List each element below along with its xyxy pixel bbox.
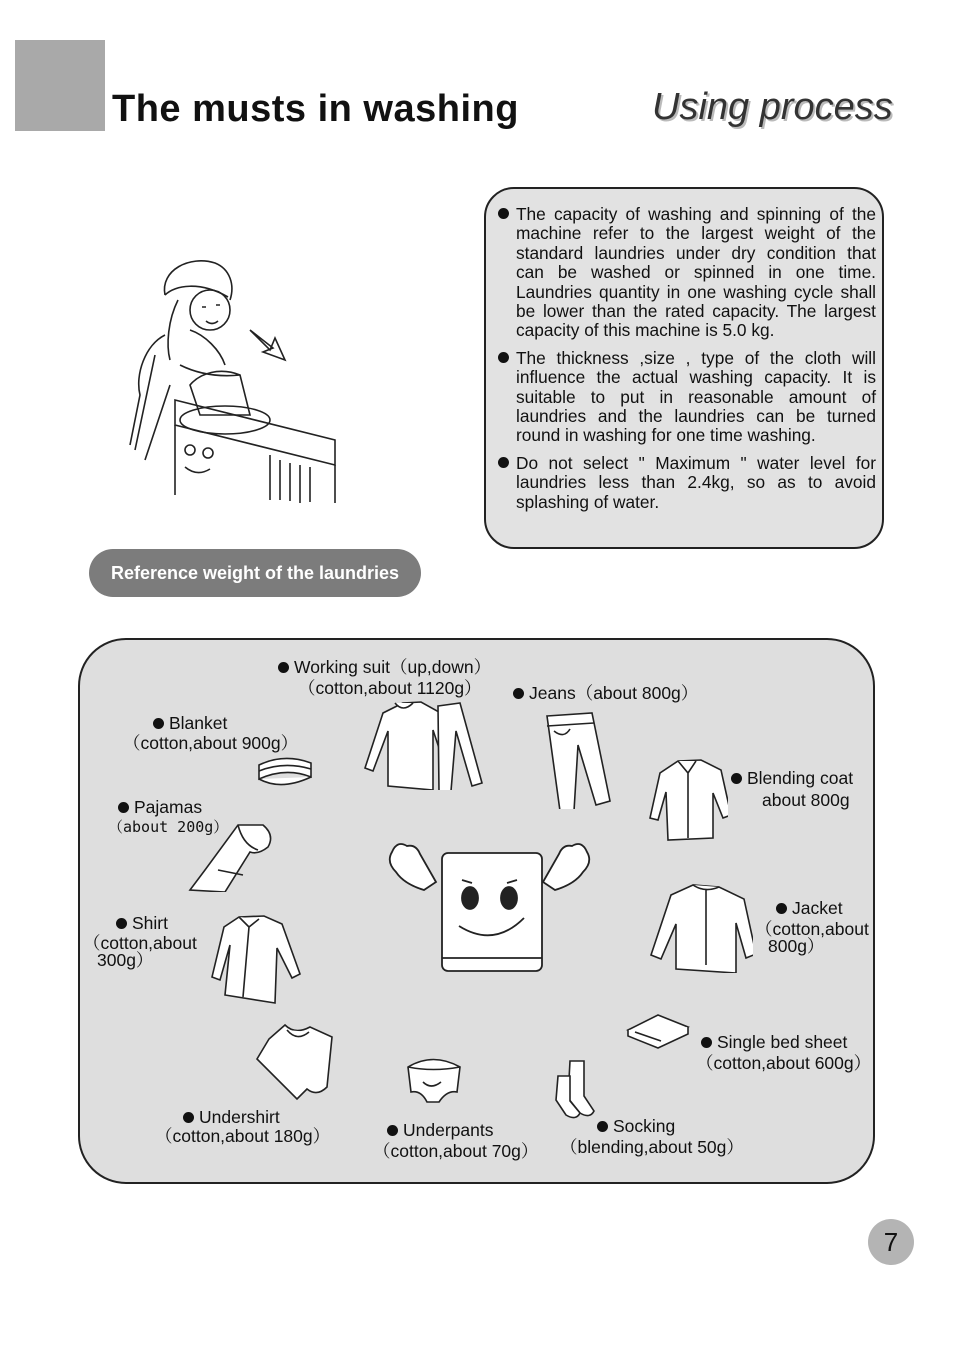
info-item: The capacity of washing and spinning of the machine refer to the largest weight of the standard laundries under dry condition that can be washed or spinned in one time. Laundries quantity in one washing cycle shall be lower than the rated capacity. The largest capacity of this machine is 5.0 kg. bbox=[498, 205, 876, 341]
page-number: 7 bbox=[868, 1219, 914, 1265]
bullet-icon bbox=[513, 688, 524, 699]
section-title: Using process bbox=[652, 86, 893, 128]
jacket-detail: （cotton,about bbox=[755, 919, 869, 939]
bullet-icon bbox=[118, 802, 129, 813]
pajamas-label: Pajamas bbox=[118, 797, 202, 817]
blending-coat-detail: about 800g bbox=[762, 790, 850, 810]
capacity-info-box bbox=[484, 187, 884, 549]
bullet-icon bbox=[153, 718, 164, 729]
page-title: The musts in washing bbox=[112, 88, 519, 130]
blanket-icon bbox=[254, 753, 316, 791]
bullet-icon bbox=[116, 918, 127, 929]
bed-sheet-label: Single bed sheet bbox=[701, 1032, 847, 1052]
undershirt-label: Undershirt bbox=[183, 1107, 280, 1127]
socking-detail: （blending,about 50g） bbox=[560, 1137, 744, 1157]
bullet-icon bbox=[498, 352, 509, 363]
jacket-icon bbox=[648, 880, 753, 973]
laundry-weights-panel bbox=[78, 638, 875, 1184]
info-item: The thickness ,size , type of the cloth will influence the actual washing capacity. It is suitable to put in reasonable amount of laundries and the laundries can be turned round in washing for one time washing. bbox=[498, 349, 876, 446]
bullet-icon bbox=[387, 1125, 398, 1136]
working-suit-label: Working suit（up,down） bbox=[278, 657, 491, 677]
working-suit-icon bbox=[363, 698, 488, 790]
socking-label: Socking bbox=[597, 1116, 675, 1136]
bullet-icon bbox=[278, 662, 289, 673]
reference-weight-heading: Reference weight of the laundries bbox=[89, 549, 421, 597]
jeans-icon bbox=[542, 711, 612, 809]
jacket-detail-weight: 800g） bbox=[768, 936, 825, 956]
undershirt-icon bbox=[255, 1020, 340, 1102]
shirt-detail: （cotton,about bbox=[83, 933, 197, 953]
underpants-label: Underpants bbox=[387, 1120, 493, 1140]
bullet-icon bbox=[776, 903, 787, 914]
bed-sheet-detail: （cotton,about 600g） bbox=[696, 1053, 872, 1073]
shirt-detail-weight: 300g） bbox=[97, 950, 154, 970]
jeans-label: Jeans（about 800g） bbox=[513, 683, 698, 703]
washing-machine-mascot-icon bbox=[387, 838, 592, 978]
shirt-icon bbox=[209, 912, 301, 1006]
info-item: Do not select " Maximum " water level for laundries less than 2.4kg, so as to avoid splashing of water. bbox=[498, 454, 876, 512]
undershirt-detail: （cotton,about 180g） bbox=[155, 1126, 331, 1146]
bullet-icon bbox=[731, 773, 742, 784]
bed-sheet-icon bbox=[623, 1010, 693, 1050]
jacket-label: Jacket bbox=[776, 898, 843, 918]
bullet-icon bbox=[498, 208, 509, 219]
shirt-label: Shirt bbox=[116, 913, 168, 933]
header-block bbox=[15, 40, 105, 131]
blending-coat-label: Blending coat bbox=[731, 768, 853, 788]
woman-loading-washer-illustration bbox=[120, 255, 345, 510]
bullet-icon bbox=[183, 1112, 194, 1123]
underpants-icon bbox=[403, 1052, 465, 1104]
pajamas-detail: （about 200g） bbox=[108, 818, 229, 836]
working-suit-detail: （cotton,about 1120g） bbox=[298, 678, 482, 698]
socks-icon bbox=[550, 1056, 600, 1124]
pajamas-icon bbox=[188, 820, 280, 892]
blending-coat-icon bbox=[648, 756, 728, 844]
bullet-icon bbox=[701, 1037, 712, 1048]
blanket-detail: （cotton,about 900g） bbox=[123, 733, 299, 753]
bullet-icon bbox=[498, 457, 509, 468]
underpants-detail: （cotton,about 70g） bbox=[373, 1141, 539, 1161]
blanket-label: Blanket bbox=[153, 713, 227, 733]
